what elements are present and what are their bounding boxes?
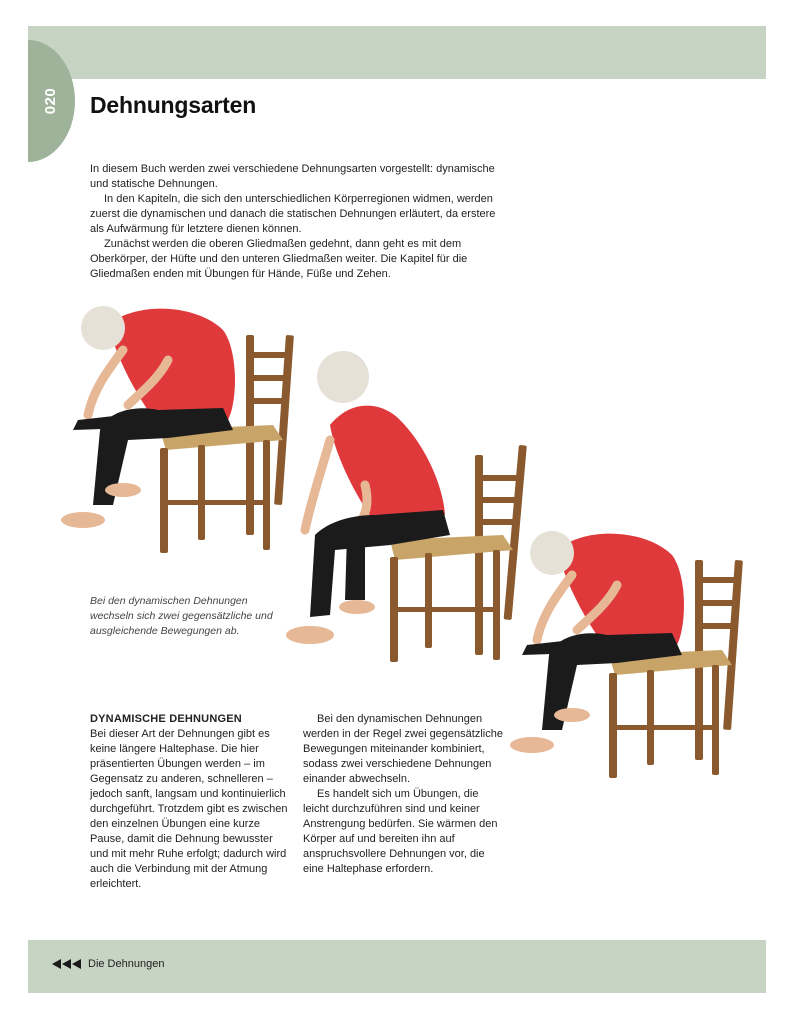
footer-chapter-label: Die Dehnungen xyxy=(88,958,165,970)
person xyxy=(510,531,684,753)
page-title: Dehnungsarten xyxy=(90,92,257,118)
text-column-left xyxy=(90,712,290,892)
figure-caption: Bei den dynamischen Dehnungen wechseln sich zwei gegensätzliche und ausgleichende Bewegungen ab. xyxy=(90,595,273,637)
section-heading: DYNAMISCHE DEHNUNGEN xyxy=(90,713,242,725)
body-paragraph: Bei den dynamischen Dehnungen werden in der Regel zwei gegensätzliche Bewegungen miteinander kombiniert, sodass zwei verschiedene Dehnungen einander abwechseln. xyxy=(303,713,503,785)
intro-paragraph: In den Kapiteln, die sich den unterschiedlichen Körperregionen widmen, werden zuerst die dynamischen und danach die statischen Dehnungen erläutert, da erstere als Aufwärmung für letztere dienen können. xyxy=(90,193,496,235)
exercise-photo-forward-bend-repeat xyxy=(495,515,755,790)
person xyxy=(61,306,235,528)
footer-nav[interactable] xyxy=(52,955,164,973)
triple-left-arrow-icon xyxy=(52,959,82,969)
body-paragraph: Bei dieser Art der Dehnungen gibt es keine längere Haltephase. Die hier präsentierten Übungen werden – im Gegensatz zu anderen, schnelleren – jedoch sanft, langsam und kontinuierlich durchgeführt. Trotzdem gibt es zwischen den einzelnen Übungen eine kurze Pause, damit die Dehnung bewusster und mit mehr Ruhe erfolgt; dadurch wird auch die Verbindung mit der Atmung erleichtert. xyxy=(90,728,288,890)
header-band xyxy=(28,26,766,79)
page-number: 020 xyxy=(42,87,59,115)
intro-paragraph: In diesem Buch werden zwei verschiedene Dehnungsarten vorgestellt: dynamische und statische Dehnungen. xyxy=(90,163,495,190)
exercise-photo-forward-bend xyxy=(48,290,308,565)
intro-text xyxy=(90,162,510,282)
text-column-right xyxy=(303,712,503,877)
intro-paragraph: Zunächst werden die oberen Gliedmaßen gedehnt, dann geht es mit dem Oberkörper, der Hüfte und den unteren Gliedmaßen weiter. Die Kapitel für die Gliedmaßen enden mit Übungen für Hände, Füße und Zehen. xyxy=(90,238,468,280)
body-paragraph: Es handelt sich um Übungen, die leicht durchzuführen sind und keiner Anstrengung bedürfen. Sie wärmen den Körper auf und bereiten ihn auf anspruchsvollere Dehnungen vor, die eine Haltephase erfordern. xyxy=(303,788,498,875)
